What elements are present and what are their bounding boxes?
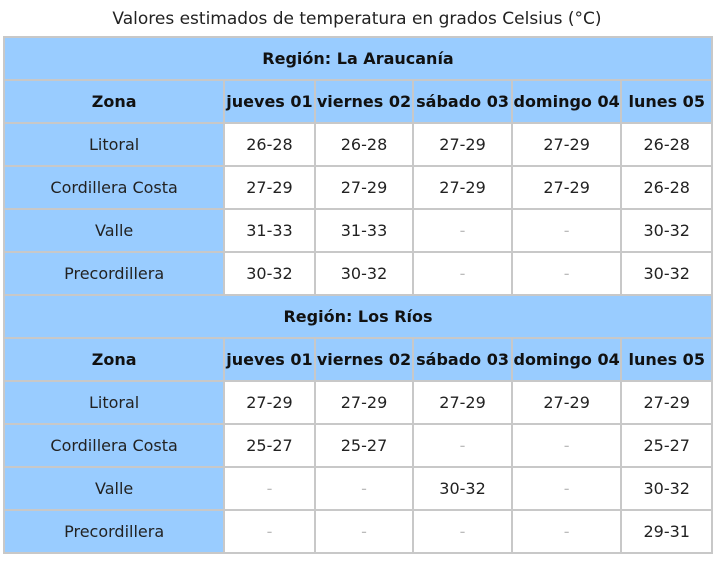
- temperature-cell: -: [513, 253, 621, 294]
- temperature-table: [3, 36, 713, 554]
- table-row: [5, 382, 711, 423]
- table-row: [5, 253, 711, 294]
- zone-label: Valle: [5, 210, 223, 251]
- temperature-cell: -: [316, 468, 413, 509]
- zone-label: Precordillera: [5, 253, 223, 294]
- temperature-cell: 26-28: [622, 167, 711, 208]
- table-row: [5, 124, 711, 165]
- temperature-cell: -: [513, 511, 621, 552]
- zone-label: Cordillera Costa: [5, 167, 223, 208]
- table-row: [5, 468, 711, 509]
- region-title-row: [5, 38, 711, 79]
- zone-label: Valle: [5, 468, 223, 509]
- column-header-zona: Zona: [5, 81, 223, 122]
- temperature-cell: -: [414, 210, 511, 251]
- temperature-cell: 30-32: [622, 253, 711, 294]
- zone-label: Precordillera: [5, 511, 223, 552]
- temperature-cell: 25-27: [622, 425, 711, 466]
- column-header-day: jueves 01: [225, 81, 314, 122]
- column-header-day: sábado 03: [414, 81, 511, 122]
- column-header-row: [5, 81, 711, 122]
- temperature-cell: 25-27: [225, 425, 314, 466]
- temperature-cell: -: [414, 511, 511, 552]
- temperature-cell: 31-33: [316, 210, 413, 251]
- temperature-cell: 26-28: [225, 124, 314, 165]
- column-header-day: jueves 01: [225, 339, 314, 380]
- temperature-cell: -: [316, 511, 413, 552]
- table-row: [5, 167, 711, 208]
- temperature-cell: 30-32: [622, 210, 711, 251]
- temperature-cell: -: [513, 468, 621, 509]
- zone-label: Litoral: [5, 382, 223, 423]
- temperature-cell: 27-29: [513, 124, 621, 165]
- temperature-cell: -: [414, 253, 511, 294]
- column-header-row: [5, 339, 711, 380]
- temperature-cell: -: [225, 511, 314, 552]
- region-title-row: [5, 296, 711, 337]
- temperature-cell: 27-29: [225, 167, 314, 208]
- temperature-cell: -: [513, 425, 621, 466]
- temperature-cell: 27-29: [513, 382, 621, 423]
- temperature-cell: 27-29: [316, 382, 413, 423]
- column-header-day: lunes 05: [622, 339, 711, 380]
- table-row: [5, 511, 711, 552]
- temperature-cell: 30-32: [316, 253, 413, 294]
- temperature-cell: 27-29: [225, 382, 314, 423]
- temperature-cell: 27-29: [622, 382, 711, 423]
- temperature-cell: 26-28: [622, 124, 711, 165]
- column-header-day: sábado 03: [414, 339, 511, 380]
- temperature-cell: -: [225, 468, 314, 509]
- temperature-cell: 25-27: [316, 425, 413, 466]
- table-caption: Valores estimados de temperatura en grados Celsius (°C): [112, 9, 602, 29]
- region-title: Región: Los Ríos: [5, 296, 711, 337]
- temperature-cell: 26-28: [316, 124, 413, 165]
- temperature-cell: -: [414, 425, 511, 466]
- column-header-day: domingo 04: [513, 339, 621, 380]
- zone-label: Cordillera Costa: [5, 425, 223, 466]
- table-row: [5, 210, 711, 251]
- temperature-cell: 30-32: [414, 468, 511, 509]
- column-header-day: domingo 04: [513, 81, 621, 122]
- temperature-cell: 29-31: [622, 511, 711, 552]
- temperature-cell: -: [513, 210, 621, 251]
- region-title: Región: La Araucanía: [5, 38, 711, 79]
- column-header-zona: Zona: [5, 339, 223, 380]
- temperature-cell: 27-29: [414, 382, 511, 423]
- temperature-cell: 27-29: [316, 167, 413, 208]
- temperature-cell: 27-29: [513, 167, 621, 208]
- column-header-day: viernes 02: [316, 81, 413, 122]
- zone-label: Litoral: [5, 124, 223, 165]
- table-row: [5, 425, 711, 466]
- temperature-cell: 27-29: [414, 124, 511, 165]
- column-header-day: viernes 02: [316, 339, 413, 380]
- temperature-cell: 30-32: [225, 253, 314, 294]
- temperature-cell: 27-29: [414, 167, 511, 208]
- temperature-cell: 31-33: [225, 210, 314, 251]
- temperature-cell: 30-32: [622, 468, 711, 509]
- column-header-day: lunes 05: [622, 81, 711, 122]
